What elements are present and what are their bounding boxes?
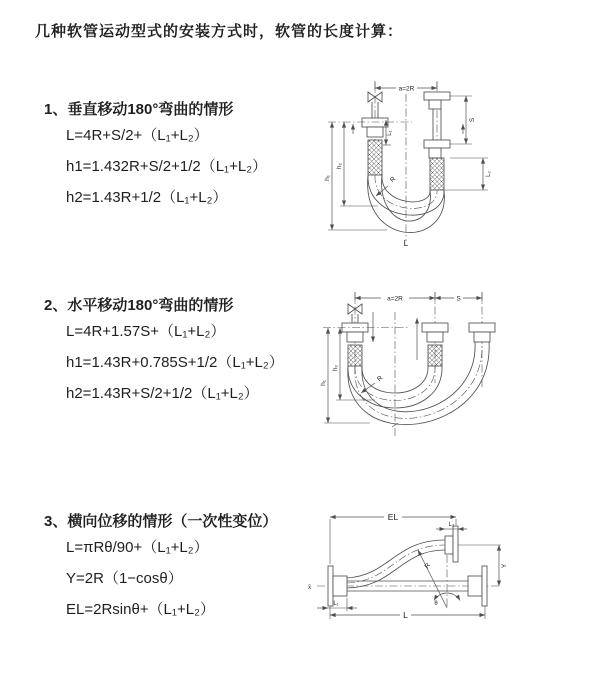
section-heading: 3、横向位移的情形（一次性变位） xyxy=(44,513,278,530)
dim-label-y: Y xyxy=(501,563,508,569)
dim-label-theta: θ xyxy=(434,601,438,607)
diagram-lateral-displacement xyxy=(305,505,515,630)
dim-label-l: L xyxy=(403,238,409,248)
section-heading: 1、垂直移动180°弯曲的情形 xyxy=(44,101,234,118)
formula-el: EL=2Rsinθ+（L₁+L₂） xyxy=(66,601,215,618)
dim-label-s: S xyxy=(456,295,461,303)
dim-label-s: S xyxy=(469,117,476,123)
dim-label-l2: L₂ xyxy=(486,171,492,177)
section-horizontal-movement xyxy=(44,296,344,409)
dim-label-l1: L₁ xyxy=(387,130,393,136)
dim-label-r: R xyxy=(423,562,433,571)
hose-assembly xyxy=(342,292,495,438)
dim-label-l2: L₂ xyxy=(448,522,455,528)
formula-length: L=4R+1.57S+（L₁+L₂） xyxy=(66,323,226,340)
hose-assembly xyxy=(362,81,450,241)
dim-label-h1: h₁ xyxy=(320,380,327,386)
formula-h1: h1=1.43R+0.785S+1/2（L₁+L₂） xyxy=(66,354,284,371)
formula-y: Y=2R（1−cosθ） xyxy=(66,570,183,587)
diagram-horizontal-180-bend xyxy=(315,288,495,448)
section-heading: 2、水平移动180°弯曲的情形 xyxy=(44,297,234,314)
formula-length: L=πRθ/90+（L₁+L₂） xyxy=(66,539,209,556)
dim-label-r: R xyxy=(388,175,398,185)
dimension-annotations xyxy=(308,510,508,620)
dimension-annotations xyxy=(320,292,482,427)
dim-label-h2: h₂ xyxy=(336,162,343,170)
braided-hose-section xyxy=(368,140,382,175)
formula-h2: h2=1.43R+S/2+1/2（L₁+L₂） xyxy=(66,385,259,402)
formula-h2: h2=1.43R+1/2（L₁+L₂） xyxy=(66,189,228,206)
braided-hose-section xyxy=(348,345,362,366)
section-lateral-displacement xyxy=(44,512,344,625)
formula-length: L=4R+S/2+（L₁+L₂） xyxy=(66,127,209,144)
dim-label-el: EL xyxy=(387,512,399,522)
formula-h1: h1=1.432R+S/2+1/2（L₁+L₂） xyxy=(66,158,268,175)
centerline-axis-label: x̄ xyxy=(308,585,311,591)
dim-label-r: R xyxy=(375,374,385,384)
dim-label-h2: h₂ xyxy=(332,364,339,372)
dim-label-l1: L₁ xyxy=(333,601,339,607)
dim-label-a2r: a=2R xyxy=(398,85,415,93)
diagram-vertical-180-bend xyxy=(320,78,495,250)
dim-label-l: L xyxy=(403,610,408,620)
dim-label-a2r: a=2R xyxy=(387,295,403,303)
section-vertical-movement xyxy=(44,100,344,213)
hose-assembly xyxy=(317,526,501,606)
dim-label-h1: h₁ xyxy=(324,175,331,181)
braided-hose-section xyxy=(428,345,442,366)
braided-hose-section xyxy=(430,158,444,190)
dimension-annotations xyxy=(324,82,492,248)
page-title: 几种软管运动型式的安装方式时，软管的长度计算： xyxy=(35,23,404,40)
